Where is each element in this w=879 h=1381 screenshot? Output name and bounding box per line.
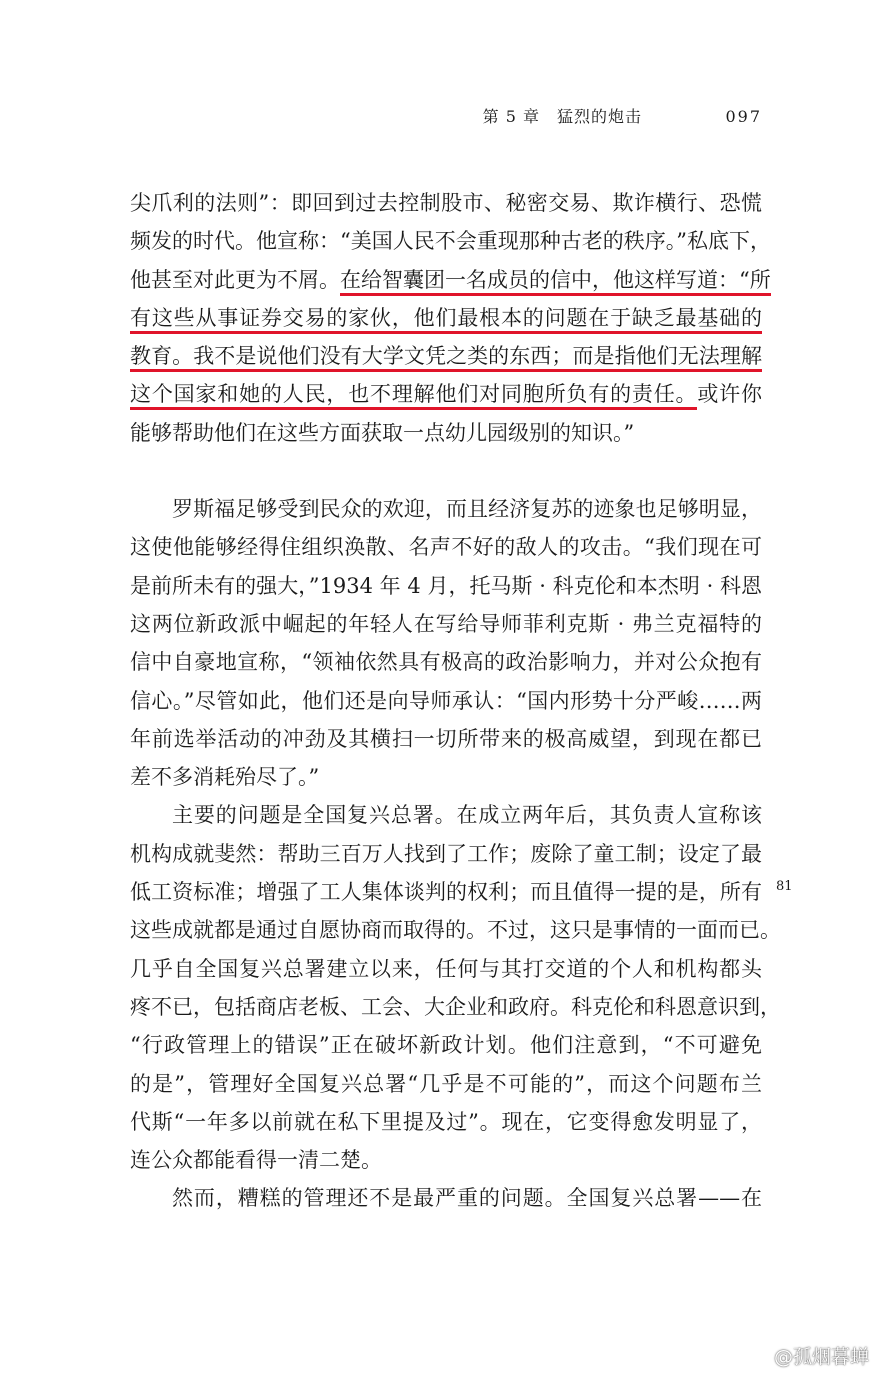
text-line: 连公众都能看得一清二楚。 bbox=[130, 1148, 382, 1173]
text-line: “行政管理上的错误”正在破坏新政计划。他们注意到，“不可避免 bbox=[130, 1033, 762, 1058]
text-line bbox=[130, 337, 762, 375]
running-head bbox=[130, 104, 762, 130]
red-underline: 有这些从事证券交易的家伙，他们最根本的问题在于缺乏最基础的 bbox=[130, 306, 762, 334]
original-page-number: 81 bbox=[776, 879, 793, 894]
page-number: 097 bbox=[725, 107, 762, 126]
text-line: 差不多消耗殆尽了。” bbox=[130, 765, 320, 790]
text-line: 这些成就都是通过自愿协商而取得的。不过，这只是事情的一面而已。 bbox=[130, 918, 781, 943]
text-line: 能够帮助他们在这些方面获取一点幼儿园级别的知识。” bbox=[130, 420, 635, 445]
text-line: 他甚至对此更为不屑。在给智囊团一名成员的信中，他这样写道：“所 bbox=[130, 261, 762, 299]
text-line: 的是”，管理好全国复兴总署“几乎是不可能的”，而这个问题布兰 bbox=[130, 1071, 762, 1096]
text-line: 信中自豪地宣称，“领袖依然具有极高的政治影响力，并对公众抱有 bbox=[130, 650, 762, 675]
red-underline: 在给智囊团一名成员的信中，他这样写道：“所 bbox=[340, 268, 771, 296]
chapter-title: 第 5 章 猛烈的炮击 bbox=[482, 107, 642, 126]
text-line: 低工资标准；增强了工人集体谈判的权利；而且值得一提的是，所有 bbox=[130, 880, 762, 905]
text-line: 这两位新政派中崛起的年轻人在写给导师菲利克斯 · 弗兰克福特的 bbox=[130, 611, 762, 636]
body-text bbox=[130, 184, 781, 1218]
watermark bbox=[740, 1342, 869, 1369]
text-line: 机构成就斐然：帮助三百万人找到了工作；废除了童工制；设定了最 bbox=[130, 841, 762, 866]
text-line: 这个国家和她的人民，也不理解他们对同胞所负有的责任。或许你 bbox=[130, 375, 762, 413]
text-line: 疼不已，包括商店老板、工会、大企业和政府。科克伦和科恩意识到， bbox=[130, 994, 781, 1019]
red-underline: 这个国家和她的人民，也不理解他们对同胞所负有的责任。 bbox=[130, 382, 697, 410]
paragraph-gap bbox=[130, 452, 762, 490]
text-line: 频发的时代。他宣称：“美国人民不会重现那种古老的秩序。”私底下， bbox=[130, 229, 771, 254]
text-line bbox=[130, 299, 762, 337]
text-line: 主要的问题是全国复兴总署。在成立两年后，其负责人宣称该 bbox=[172, 803, 762, 828]
text-line: 罗斯福足够受到民众的欢迎，而且经济复苏的迹象也足够明显， bbox=[172, 497, 762, 522]
watermark-text: @孤烟暮蝉 bbox=[773, 1346, 869, 1368]
text-line: 是前所未有的强大，”1934 年 4 月，托马斯 · 科克伦和本杰明 · 科恩 bbox=[130, 573, 762, 598]
weibo-icon bbox=[740, 1344, 770, 1368]
text-line: 信心。”尽管如此，他们还是向导师承认：“国内形势十分严峻……两 bbox=[130, 688, 762, 713]
text-line: 几乎自全国复兴总署建立以来，任何与其打交道的个人和机构都头 bbox=[130, 956, 762, 981]
text-line: 然而，糟糕的管理还不是最严重的问题。全国复兴总署——在 bbox=[172, 1186, 762, 1211]
text-line: 这使他能够经得住组织涣散、名声不好的敌人的攻击。“我们现在可 bbox=[130, 535, 762, 560]
text-line: 尖爪利的法则”：即回到过去控制股市、秘密交易、欺诈横行、恐慌 bbox=[130, 191, 762, 215]
text-line: 代斯“一年多以前就在私下里提及过”。现在，它变得愈发明显了， bbox=[130, 1109, 762, 1134]
red-underline: 教育。我不是说他们没有大学文凭之类的东西；而是指他们无法理解 bbox=[130, 344, 762, 372]
text-line: 年前选举活动的冲劲及其横扫一切所带来的极高威望，到现在都已 bbox=[130, 726, 762, 751]
